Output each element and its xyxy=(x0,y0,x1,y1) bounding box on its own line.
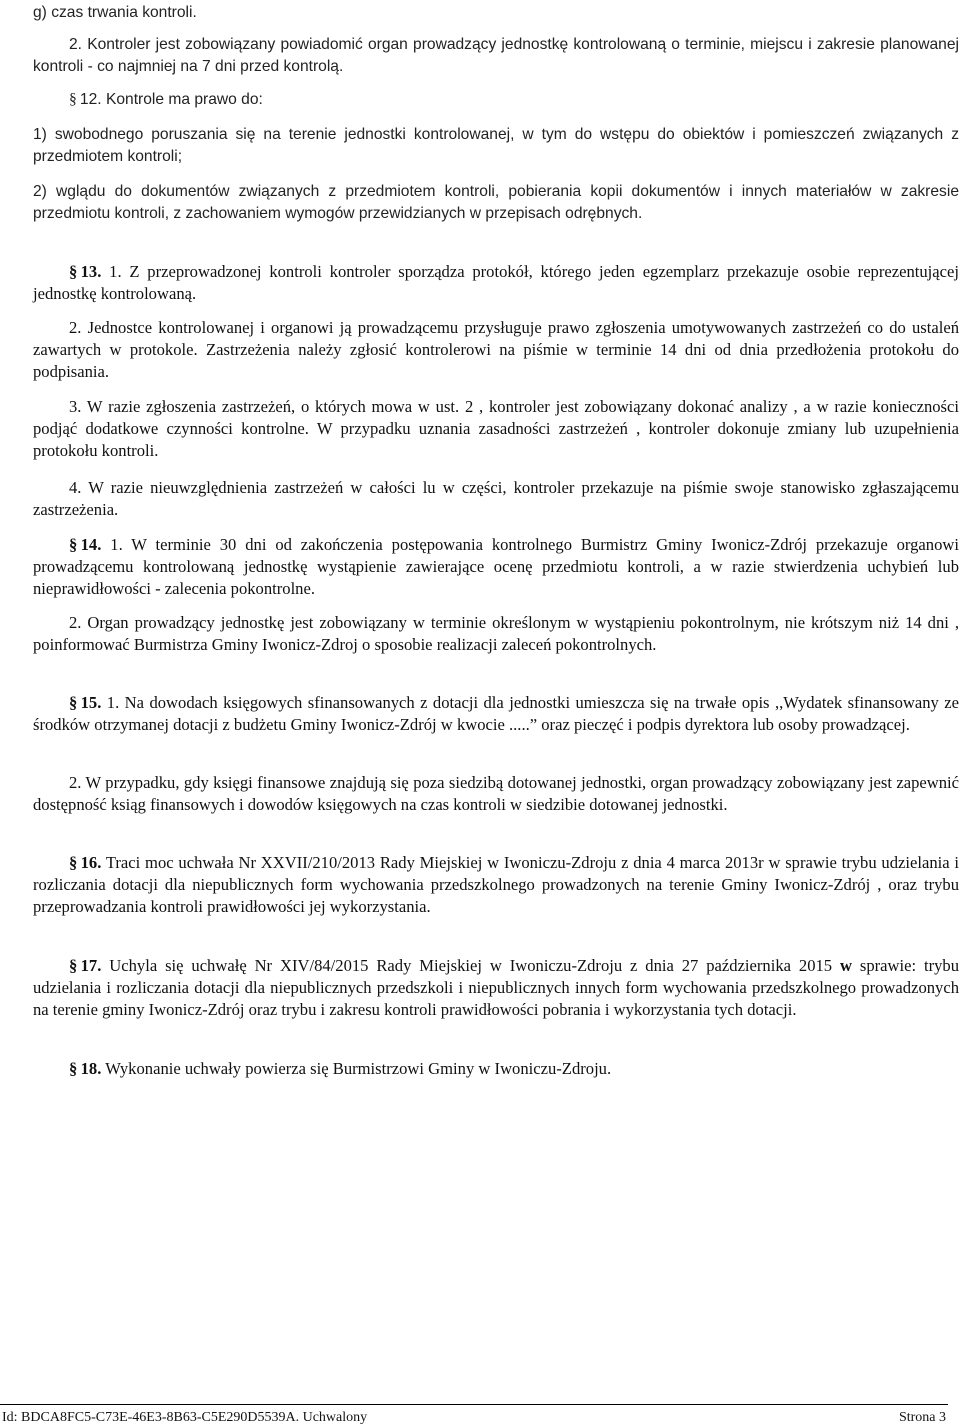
section-number: 14. xyxy=(80,535,102,554)
section-text: Uchyla się uchwałę Nr XIV/84/2015 Rady Miejskiej w Iwoniczu-Zdroju z dnia 27 października 2015 xyxy=(101,956,840,975)
paragraph-15-1 xyxy=(33,692,959,736)
section-text: 1. W terminie 30 dni od zakończenia postępowania kontrolnego Burmistrz Gminy Iwonicz-Zdrój przekazuje organowi prowadzącemu kontrolowaną jednostkę wystąpienie zawierające ocenę przedmiotu kontroli, a w razie stwierdzenia uchybień lub nieprawidłowości - zalecenia pokontrolne. xyxy=(33,535,959,598)
section-number: 13. xyxy=(80,262,102,281)
section-text-bold: w xyxy=(839,956,852,975)
section-text-cont: sprawie: trybu udzielania i rozliczania dotacji dla niepublicznych przedszkoli i niepublicznych innych form wychowania przedszkolnego prowadzonych na terenie gminy Iwonicz-Zdrój oraz trybu i zakresu kontroli prawidłowości pobrania i wykorzystania tych dotacji. xyxy=(33,956,959,1019)
paragraph-12-point-1: 1) swobodnego poruszania się na terenie jednostki kontrolowanej, w tym do wstępu do obiektów i pomieszczeń związanych z przedmiotem kontroli; xyxy=(33,126,959,165)
paragraph-11-2: 2. Kontroler jest zobowiązany powiadomić organ prowadzący jednostkę kontrolowaną o terminie, miejscu i zakresie planowanej kontroli - co najmniej na 7 dni przed kontrolą. xyxy=(33,36,959,75)
paragraph-13-3: 3. W razie zgłoszenia zastrzeżeń, o których mowa w ust. 2 , kontroler jest zobowiązany dokonać analizy , a w razie konieczności podjąć dodatkowe czynności kontrolne. W przypadku uznania zasadności zastrzeżeń , kontroler dokonuje zmiany lub uzupełnienia protokołu kontroli. xyxy=(33,397,959,460)
section-number: 16. xyxy=(80,853,102,872)
footer-document-id: Id: BDCA8FC5-C73E-46E3-8B63-C5E290D5539A. Uchwalony xyxy=(2,1410,368,1425)
paragraph-13-1 xyxy=(33,261,959,305)
section-sign: § xyxy=(69,535,78,554)
footer-rule xyxy=(0,1404,948,1405)
section-sign: § xyxy=(69,853,78,872)
section-number: 18. xyxy=(80,1059,102,1078)
paragraph-item-g: g) czas trwania kontroli. xyxy=(33,4,197,21)
section-sign: § xyxy=(69,91,77,108)
paragraph-13-4: 4. W razie nieuwzględnienia zastrzeżeń w całości lu w części, kontroler przekazuje na piśmie swoje stanowisko zgłaszającemu zastrzeżenia. xyxy=(33,478,959,519)
paragraph-17 xyxy=(33,955,959,1021)
section-text: 1. Na dowodach księgowych sfinansowanych z dotacji dla jednostki umieszcza się na trwałe opis ,,Wydatek sfinansowany ze środków otrzymanej dotacji z budżetu Gminy Iwonicz-Zdrój w kwocie .....” oraz pieczęć i podpis dyrektora lub osoby prowadzącej. xyxy=(33,693,959,734)
paragraph-12 xyxy=(33,89,959,111)
paragraph-13-2: 2. Jednostce kontrolowanej i organowi ją prowadzącemu przysługuje prawo zgłoszenia umotywowanych zastrzeżeń co do ustaleń zawartych w protokole. Zastrzeżenia należy zgłosić kontrolerowi na piśmie w terminie 14 dni od dnia przedłożenia protokołu do podpisania. xyxy=(33,318,959,381)
section-text: Traci moc uchwała Nr XXVII/210/2013 Rady Miejskiej w Iwoniczu-Zdroju z dnia 4 marca 2013r w sprawie trybu udzielania i rozliczania dotacji dla niepublicznych form wychowania przedszkolnego prowadzonych na terenie Gminy Iwonicz-Zdrój , oraz trybu przeprowadzania kontroli prawidłowości jej wykorzystania. xyxy=(33,853,959,916)
section-sign: § xyxy=(69,956,78,975)
section-sign: § xyxy=(69,1059,78,1078)
section-number: 12. xyxy=(79,91,102,108)
paragraph-15-2: 2. W przypadku, gdy księgi finansowe znajdują się poza siedzibą dotowanej jednostki, organ prowadzący zobowiązany jest zapewnić dostępność ksiąg finansowych i dowodów księgowych na czas kontroli w siedzibie dotowanej jednostki. xyxy=(33,773,959,814)
paragraph-14-2: 2. Organ prowadzący jednostkę jest zobowiązany w terminie określonym w wystąpieniu pokontrolnym, nie krótszym niż 14 dni , poinformować Burmistrza Gminy Iwonicz-Zdroj o sposobie realizacji zaleceń pokontrolnych. xyxy=(33,613,959,654)
section-text: Wykonanie uchwały powierza się Burmistrzowi Gminy w Iwoniczu-Zdroju. xyxy=(101,1059,612,1078)
section-number: 17. xyxy=(80,956,102,975)
paragraph-16 xyxy=(33,852,959,918)
section-text: 1. Z przeprowadzonej kontroli kontroler sporządza protokół, którego jeden egzemplarz przekazuje osobie reprezentującej jednostkę kontrolowaną. xyxy=(33,262,959,303)
paragraph-18 xyxy=(33,1058,959,1080)
footer-page-number: Strona 3 xyxy=(898,1410,946,1425)
section-number: 15. xyxy=(80,693,102,712)
section-text: Kontrole ma prawo do: xyxy=(101,91,263,108)
paragraph-12-point-2: 2) wglądu do dokumentów związanych z przedmiotem kontroli, pobierania kopii dokumentów i innych materiałów w zakresie przedmiotu kontroli, z zachowaniem wymogów przewidzianych w przepisach odrębnych. xyxy=(33,183,959,222)
paragraph-14-1 xyxy=(33,534,959,600)
section-sign: § xyxy=(69,262,78,281)
section-sign: § xyxy=(69,693,78,712)
